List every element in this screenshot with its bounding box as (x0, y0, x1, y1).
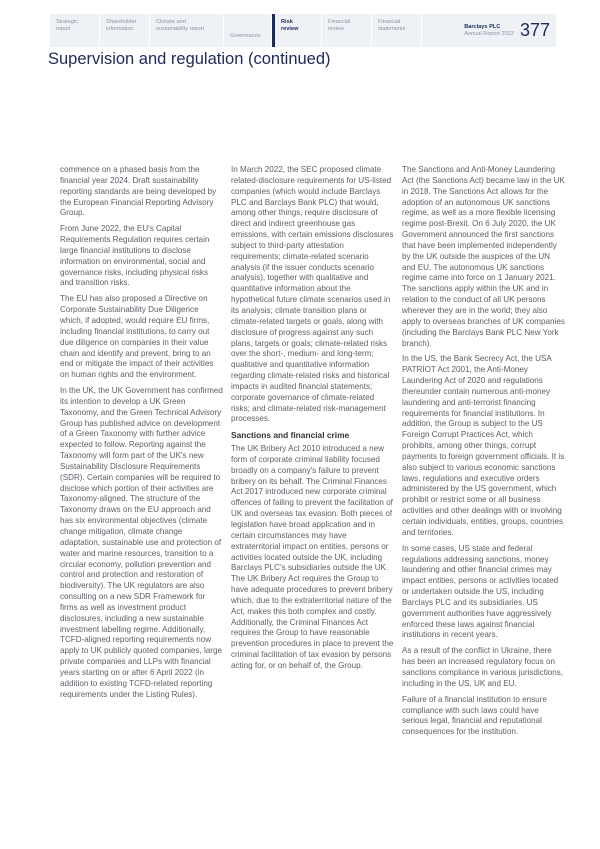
nav-tab-review[interactable] (322, 14, 372, 47)
nav-tab-line1: Financial (378, 19, 401, 25)
paragraph: Failure of a financial institution to ensure compliance with such laws could have serious legal, financial and reputational consequences for the institution. (402, 694, 547, 737)
nav-tab-line2: report (56, 26, 71, 32)
section-heading: Sanctions and financial crime (231, 430, 350, 441)
paragraph: In March 2022, the SEC proposed climate related-disclosure requirements for US-listed companies (which would include Barclays PLC and Barclays Bank PLC) that would, among other things, require disclosure of direct and indirect greenhouse gas emissions, with certain emissions disclosures subject to third-party attestation requirements; climate-related scenario analysis (if the issuer conducts scenario analysis), together with qualitative and quantitative information about the hypothetical future climate scenarios used in its analysis; climate transition plans or climate-related targets or goals, along with disclosure of progress against any such plans, targets or goals; climate-related risks over the short-, medium- and long-term; qualitative and quantitative information regarding climate-related risks and historical impacts in audited financial statements; corporate governance of climate-related risks; and climate-related risk-management processes. (231, 165, 394, 424)
nav-tab-line1: Shareholder (106, 19, 137, 25)
nav-tab-line2: information (106, 26, 134, 32)
paragraph: In the UK, the UK Government has confirmed its intention to develop a UK Green Taxonomy, and the Green Technical Advisory Group has published advice on development of a Green Taxonomy with further advice expected to follow. Reporting against the Taxonomy will form part of the UK's new Sustainability Disclosure Requirements (SDR). Certain companies will be required to disclose which portion of their activities are Taxonomy-aligned. The structure of the Taxonomy draws on the EU approach and has six environmental objectives (climate change mitigation, climate change adaptation, sustainable use and protection of water and marine resources, transition to a circular economy, pollution prevention and control and protection and restoration of biodiversity). The UK regulators are also consulting on a new SDR Framework for firms as well as investment product disclosures, including a new sustainable investment labelling regime. Additionally, TCFD-aligned reporting requirements now apply to UK publicly quoted companies, large private companies and LLPs with financial years starting on or after 6 April 2022 (in addition to existing TCFD-related reporting requirements under the Listing Rules). (60, 386, 223, 699)
paragraph: From June 2022, the EU's Capital Requirements Regulation requires certain large financial institutions to disclose information on environmental, social and governance risks, including physical risks and transition risks. (60, 224, 210, 288)
nav-tab-line1: Strategic (56, 19, 79, 25)
nav-tab-statements[interactable] (372, 14, 422, 47)
body-columns (60, 165, 565, 743)
brand-name: Barclays PLC (464, 23, 501, 30)
report-name: Annual Report 2022 (464, 30, 514, 37)
brand-block (464, 14, 556, 47)
text-column-1 (60, 165, 223, 743)
nav-tab-governance[interactable] (224, 14, 272, 47)
nav-tab-review[interactable] (272, 14, 322, 47)
nav-tab-line2: sustainability report (156, 26, 205, 32)
nav-tab-line2: Governance (230, 33, 261, 39)
page-number: 377 (519, 20, 550, 40)
page-title: Supervision and regulation (continued) (48, 50, 331, 68)
nav-tab-line2: review (328, 26, 345, 32)
paragraph: In the US, the Bank Secrecy Act, the USA PATRIOT Act 2001, the Anti-Money Laundering Act of 2020 and regulations thereunder contain numerous anti-money laundering and anti-terrorist financing requirements for financial institutions. In addition, the Group is subject to the US Foreign Corrupt Practices Act, which prohibits, among other things, corrupt payments to foreign government officials. It is also subject to various economic sanctions laws, regulations and executive orders administered by the US government, which prohibit or restrict some or all business activities and other dealings with or involving certain individuals, entities, groups, countries and territories. (402, 354, 565, 537)
paragraph: The UK Bribery Act 2010 introduced a new form of corporate criminal liability focused broadly on a company's failure to prevent bribery on its behalf. The Criminal Finances Act 2017 introduced new corporate criminal offences of failing to prevent the facilitation of UK and overseas tax evasion. Both pieces of legislation have broad application and in certain circumstances may have extraterritorial impact on entities, persons or activities located outside the UK, including Barclays PLC's subsidiaries outside the UK. The UK Bribery Act requires the Group to have adequate procedures to prevent bribery which, due to the extraterritorial nature of the Act, makes this both complex and costly. Additionally, the Criminal Finances Act requires the Group to have reasonable prevention procedures in place to prevent the criminal facilitation of tax evasion by persons acting for, or on behalf of, the Group. (231, 444, 394, 670)
paragraph: The EU has also proposed a Directive on Corporate Sustainability Due Diligence which, if adopted, would require EU firms, including financial institutions, to carry out due diligence on companies in their value chain and identify and prevent, bring to an end or mitigate the impact of their activities on human rights and the environment. (60, 294, 214, 380)
text-column-2 (231, 165, 394, 743)
nav-tab-sustainability-report[interactable] (150, 14, 224, 47)
nav-tab-line1: Risk (281, 19, 293, 25)
section-nav (50, 14, 556, 47)
paragraph: As a result of the conflict in Ukraine, there has been an increased regulatory focus on sanctions compliance in various jurisdictions, including in the US, UK and EU. (402, 646, 564, 688)
nav-tab-information[interactable] (100, 14, 150, 47)
nav-tab-line1: Financial (328, 19, 351, 25)
nav-tab-line1: Climate and (156, 19, 186, 25)
text-column-3 (402, 165, 565, 743)
paragraph: commence on a phased basis from the financial year 2024. Draft sustainability reporting standards are being developed by the European Financial Reporting Advisory Group. (60, 165, 217, 218)
nav-tab-line2: statements (378, 26, 406, 32)
paragraph: In some cases, US state and federal regulations addressing sanctions, money laundering and other financial crimes may impact entities, persons or activities located or undertaken outside the US, including Barclays PLC and its subsidiaries. US government authorities have aggressively enforced these laws against financial institutions in recent years. (402, 543, 559, 640)
paragraph: The Sanctions and Anti-Money Laundering Act (the Sanctions Act) became law in the UK in 2018. The Sanctions Act allows for the adoption of an autonomous UK sanctions regime, as well as a more flexible licensing regime post-Brexit. On 6 July 2020, the UK Government announced the first sanctions that have been implemented independently by the UK outside the auspices of the UN and EU. The autonomous UK sanctions regime came into force on 1 January 2021. The sanctions apply within the UK and in relation to the conduct of all UK persons wherever they are in the world; they also apply to overseas branches of UK companies (including the Barclays Bank PLC New York branch). (402, 165, 565, 348)
nav-tab-line2: review (281, 26, 299, 32)
nav-tab-report[interactable] (50, 14, 100, 47)
